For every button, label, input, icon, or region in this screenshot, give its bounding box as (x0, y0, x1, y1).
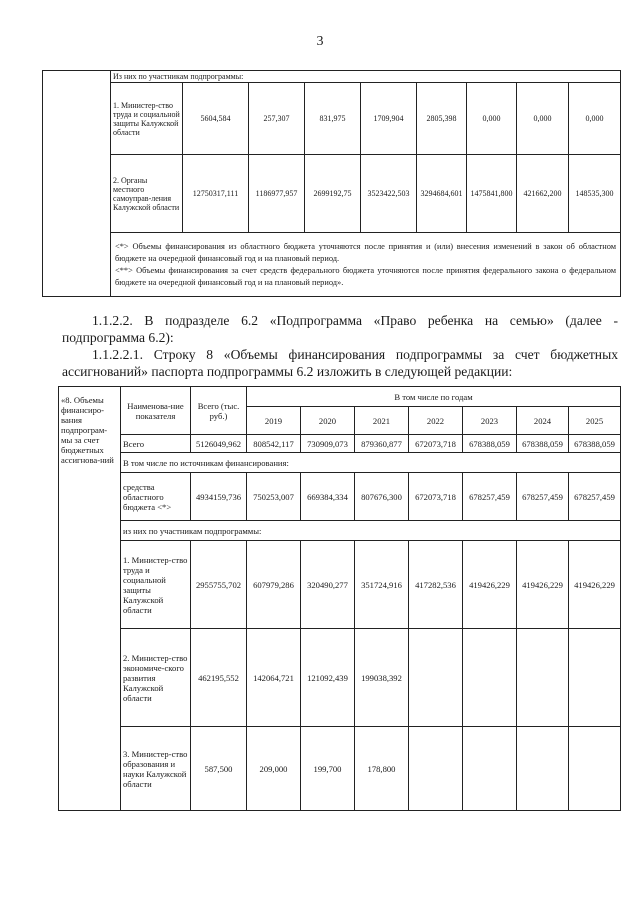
cell: 678388,059 (569, 435, 621, 453)
cell: 1475841,800 (467, 155, 517, 233)
cell: 5126049,962 (191, 435, 247, 453)
year-header: 2019 (247, 407, 301, 435)
row-label: 1. Министер-ство труда и социальной защиты Калужской области (111, 83, 183, 155)
cell: 730909,073 (301, 435, 355, 453)
cell: 831,975 (305, 83, 361, 155)
cell: 678257,459 (517, 473, 569, 521)
cell: 419426,229 (569, 541, 621, 629)
footnote-regional: <*> Объемы финансирования из областного бюджета уточняются после принятия и (или) внесения изменений в закон об областном бюджете на очередной финансовый год и на плановый период. (115, 241, 617, 263)
col-header-years: В том числе по годам (247, 387, 621, 407)
table-row (59, 727, 621, 811)
cell: 2699192,75 (305, 155, 361, 233)
row-label: 2. Министер-ство экономиче-ского развития Калужской области (121, 629, 191, 727)
cell: 320490,277 (301, 541, 355, 629)
row-label: 1. Министер-ство труда и социальной защиты Калужской области (121, 541, 191, 629)
cell: 672073,718 (409, 435, 463, 453)
sources-header: В том числе по источникам финансирования: (121, 453, 621, 473)
cell: 12750317,111 (183, 155, 249, 233)
cell (463, 629, 517, 727)
cell: 1709,904 (361, 83, 417, 155)
year-header: 2023 (463, 407, 517, 435)
footnotes (111, 233, 621, 297)
cell: 678388,059 (463, 435, 517, 453)
cell: 607979,286 (247, 541, 301, 629)
cell: 2805,398 (417, 83, 467, 155)
cell: 750253,007 (247, 473, 301, 521)
cell: 678257,459 (569, 473, 621, 521)
row-label: средства областного бюджета <*> (121, 473, 191, 521)
cell: 1186977,957 (249, 155, 305, 233)
cell: 142064,721 (247, 629, 301, 727)
cell (569, 629, 621, 727)
cell (409, 727, 463, 811)
cell: 4934159,736 (191, 473, 247, 521)
cell: 257,307 (249, 83, 305, 155)
cell: 678257,459 (463, 473, 517, 521)
cell: 199,700 (301, 727, 355, 811)
participants-header: из них по участникам подпрограммы: (121, 521, 621, 541)
table-row (59, 541, 621, 629)
cell (517, 727, 569, 811)
row-label: 3. Министер-ство образования и науки Калужской области (121, 727, 191, 811)
cell (463, 727, 517, 811)
cell: 351724,916 (355, 541, 409, 629)
table-row-regional (59, 473, 621, 521)
table-row (59, 629, 621, 727)
cell (409, 629, 463, 727)
cell: 148535,300 (569, 155, 621, 233)
row-title: «8. Объемы финансиро-вания подпрограм-мы за счет бюджетных ассигнова-ний (59, 387, 121, 811)
cell: 879360,877 (355, 435, 409, 453)
year-header: 2022 (409, 407, 463, 435)
cell: 3294684,601 (417, 155, 467, 233)
financing-table-continuation (42, 70, 621, 297)
cell: 2955755,702 (191, 541, 247, 629)
row-label: 2. Органы местного самоуправ-ления Калужской области (111, 155, 183, 233)
subheader: Из них по участникам подпрограммы: (111, 71, 621, 83)
cell: 587,500 (191, 727, 247, 811)
row-label: Всего (121, 435, 191, 453)
cell (517, 629, 569, 727)
table-row (43, 155, 621, 233)
year-header: 2025 (569, 407, 621, 435)
paragraph-1-1-2-2: 1.1.2.2. В подразделе 6.2 «Подпрограмма «Право ребенка на семью» (далее - подпрограмма 6.2): (62, 313, 618, 345)
cell: 121092,439 (301, 629, 355, 727)
cell: 672073,718 (409, 473, 463, 521)
cell: 678388,059 (517, 435, 569, 453)
cell (569, 727, 621, 811)
year-header: 2024 (517, 407, 569, 435)
footnote-federal: <**> Объемы финансирования за счет средств федерального бюджета уточняются после принятия федерального закона о федеральном бюджете на очередной финансовый год и на плановый период». (115, 265, 617, 287)
cell: 0,000 (569, 83, 621, 155)
empty-left-cell (43, 71, 111, 297)
paragraph-1-1-2-2-1: 1.1.2.2.1. Строку 8 «Объемы финансирования подпрограммы за счет бюджетных ассигнований» паспорта подпрограммы 6.2 изложить в следующей редакции: (62, 347, 618, 379)
col-header-name: Наименова-ние показателя (121, 387, 191, 435)
cell: 807676,300 (355, 473, 409, 521)
cell: 178,800 (355, 727, 409, 811)
year-header: 2020 (301, 407, 355, 435)
cell: 808542,117 (247, 435, 301, 453)
table-row (43, 83, 621, 155)
cell: 3523422,503 (361, 155, 417, 233)
cell: 5604,584 (183, 83, 249, 155)
cell: 421662,200 (517, 155, 569, 233)
financing-table-new (58, 386, 621, 811)
cell: 0,000 (467, 83, 517, 155)
cell: 417282,536 (409, 541, 463, 629)
year-header: 2021 (355, 407, 409, 435)
cell: 199038,392 (355, 629, 409, 727)
cell: 462195,552 (191, 629, 247, 727)
cell: 419426,229 (517, 541, 569, 629)
cell: 669384,334 (301, 473, 355, 521)
cell: 209,000 (247, 727, 301, 811)
table-row-total (59, 435, 621, 453)
cell: 419426,229 (463, 541, 517, 629)
page-number: 3 (316, 34, 324, 49)
col-header-total: Всего (тыс. руб.) (191, 387, 247, 435)
cell: 0,000 (517, 83, 569, 155)
